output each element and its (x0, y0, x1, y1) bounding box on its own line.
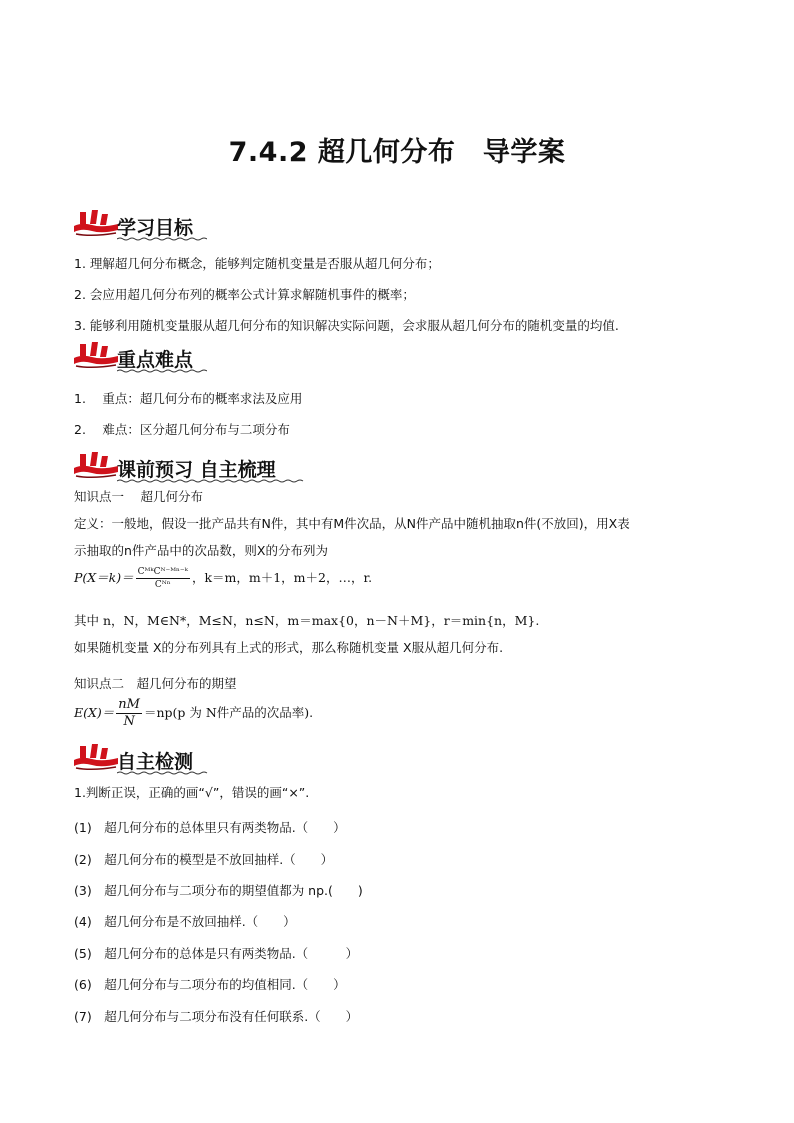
section-badge-icon (72, 742, 120, 772)
definition-line-2: 示抽取的n件产品中的次品数，则X的分布列为 (74, 543, 328, 558)
section-check-title: 自主检测 (117, 751, 194, 773)
formula-left: P(X＝k)＝ (74, 570, 134, 585)
check-item-5: (5) 超几何分布的总体是只有两类物品.（ ） (74, 946, 359, 961)
section-preview-title: 课前预习 自主梳理 (117, 459, 276, 481)
formula-fraction (136, 566, 190, 591)
section-badge-icon (72, 208, 120, 238)
section-badge-icon (72, 450, 120, 480)
conclusion-line: 如果随机变量 X的分布列具有上式的形式，那么称随机变量 X服从超几何分布. (74, 640, 504, 655)
check-item-3: (3) 超几何分布与二项分布的期望值都为 np.( ) (74, 883, 363, 898)
goal-item-2: 2. 会应用超几何分布列的概率公式计算求解随机事件的概率； (74, 287, 415, 302)
section-goals-title: 学习目标 (117, 217, 194, 239)
expectation-denominator: N (123, 714, 135, 729)
page-title: 7.4.2 超几何分布 导学案 (228, 137, 566, 168)
key-item-1: 1. 重点：超几何分布的概率求法及应用 (74, 391, 303, 406)
kp2-title: 知识点二 超几何分布的期望 (74, 676, 237, 691)
title-underline-icon (117, 771, 212, 775)
title-underline-icon (117, 369, 207, 373)
key-item-2: 2. 难点：区分超几何分布与二项分布 (74, 422, 290, 437)
title-underline-icon (117, 237, 207, 241)
check-item-1: (1) 超几何分布的总体里只有两类物品.（ ） (74, 820, 346, 835)
formula-denominator: Cᴺⁿ (154, 580, 171, 590)
section-key-title: 重点难点 (117, 349, 194, 371)
check-item-6: (6) 超几何分布与二项分布的均值相同.（ ） (74, 977, 346, 992)
expectation-left: E(X)＝ (74, 705, 115, 720)
title-underline-icon (117, 479, 307, 483)
check-item-4: (4) 超几何分布是不放回抽样.（ ） (74, 914, 296, 929)
check-intro: 1.判断正误，正确的画“√”，错误的画“×”. (74, 785, 310, 800)
formula-right: ，k＝m，m＋1，m＋2，…，r. (191, 570, 373, 585)
where-line: 其中 n，N，M∈N*，M≤N，n≤N，m＝max{0，n－N＋M}，r＝min{n，M}. (74, 613, 540, 628)
expectation-right: ＝np(p 为 N件产品的次品率). (143, 705, 314, 720)
expectation-numerator: nM (118, 697, 140, 712)
goal-item-1: 1. 理解超几何分布概念，能够判定随机变量是否服从超几何分布； (74, 256, 440, 271)
check-item-2: (2) 超几何分布的模型是不放回抽样.（ ） (74, 852, 334, 867)
goal-item-3: 3. 能够利用随机变量服从超几何分布的知识解决实际问题，会求服从超几何分布的随机变量的均值. (74, 318, 619, 333)
kp1-title: 知识点一 超几何分布 (74, 489, 203, 504)
distribution-formula (74, 566, 372, 591)
section-badge-icon (72, 340, 120, 370)
check-item-7: (7) 超几何分布与二项分布没有任何联系.（ ） (74, 1009, 359, 1024)
definition-line-1: 定义：一般地，假设一批产品共有N件，其中有M件次品，从N件产品中随机抽取n件(不放回)，用X表 (74, 516, 630, 531)
expectation-formula (74, 697, 313, 730)
formula-numerator: CᴹᵏCᴺ⁻ᴹⁿ⁻ᵏ (137, 567, 188, 577)
expectation-fraction (116, 697, 142, 730)
